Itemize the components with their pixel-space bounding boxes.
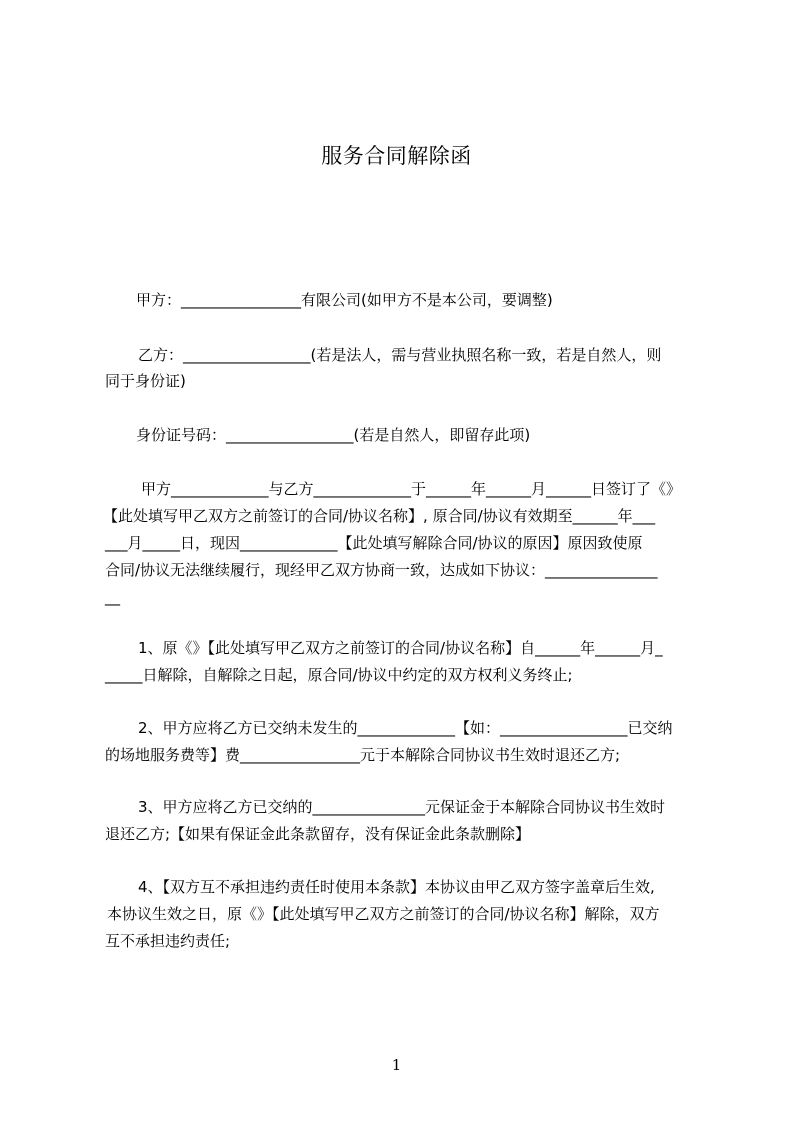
party-b-line-2: 同于身份证) bbox=[105, 372, 186, 390]
intro-line-2: 【此处填写甲乙双方之前签订的合同/协议名称】, 原合同/协议有效期至______年___ bbox=[103, 507, 656, 525]
intro-line-5: __ bbox=[105, 588, 120, 606]
id-number-line: 身份证号码：_________________(若是自然人，即留存此项) bbox=[136, 426, 531, 444]
clause-3-line-1: 3、甲方应将乙方已交纳的_______________元保证金于本解除合同协议书生效时 bbox=[138, 798, 666, 816]
clause-2-line-2: 的场地服务费等】费________________元于本解除合同协议书生效时退还乙方; bbox=[105, 746, 621, 764]
intro-line-4: 合同/协议无法继续履行，现经甲乙双方协商一致，达成如下协议：_______________ bbox=[105, 561, 658, 579]
intro-line-1: 甲方_____________与乙方_____________于______年______月______日签订了《》 bbox=[141, 480, 682, 498]
clause-1-line-2: _____日解除，自解除之日起，原合同/协议中约定的双方权利义务终止; bbox=[105, 666, 573, 684]
party-a-line: 甲方：________________有限公司(如甲方不是本公司，要调整) bbox=[136, 291, 553, 309]
clause-4-line-2: 本协议生效之日，原《》【此处填写甲乙双方之前签订的合同/协议名称】解除，双方 bbox=[107, 905, 660, 923]
intro-line-3: ___月_____日，现因_____________【此处填写解除合同/协议的原因】原因致使原 bbox=[105, 534, 643, 552]
clause-1-line-1: 1、原《》【此处填写甲乙双方之前签订的合同/协议名称】自______年______月_ bbox=[138, 639, 663, 657]
page-number: 1 bbox=[391, 1056, 402, 1074]
page-title: 服务合同解除函 bbox=[321, 144, 472, 168]
party-b-line-1: 乙方：_________________(若是法人，需与营业执照名称一致，若是自然人，则 bbox=[138, 346, 662, 364]
clause-3-line-2: 退还乙方;【如果有保证金此条款留存，没有保证金此条款删除】 bbox=[105, 825, 531, 843]
clause-4-line-1: 4、【双方互不承担违约责任时使用本条款】本协议由甲乙双方签字盖章后生效, bbox=[138, 878, 655, 896]
clause-4-line-3: 互不承担违约责任; bbox=[105, 932, 231, 950]
clause-2-line-1: 2、甲方应将乙方已交纳未发生的_____________【如：_________________已交纳 bbox=[138, 719, 673, 737]
